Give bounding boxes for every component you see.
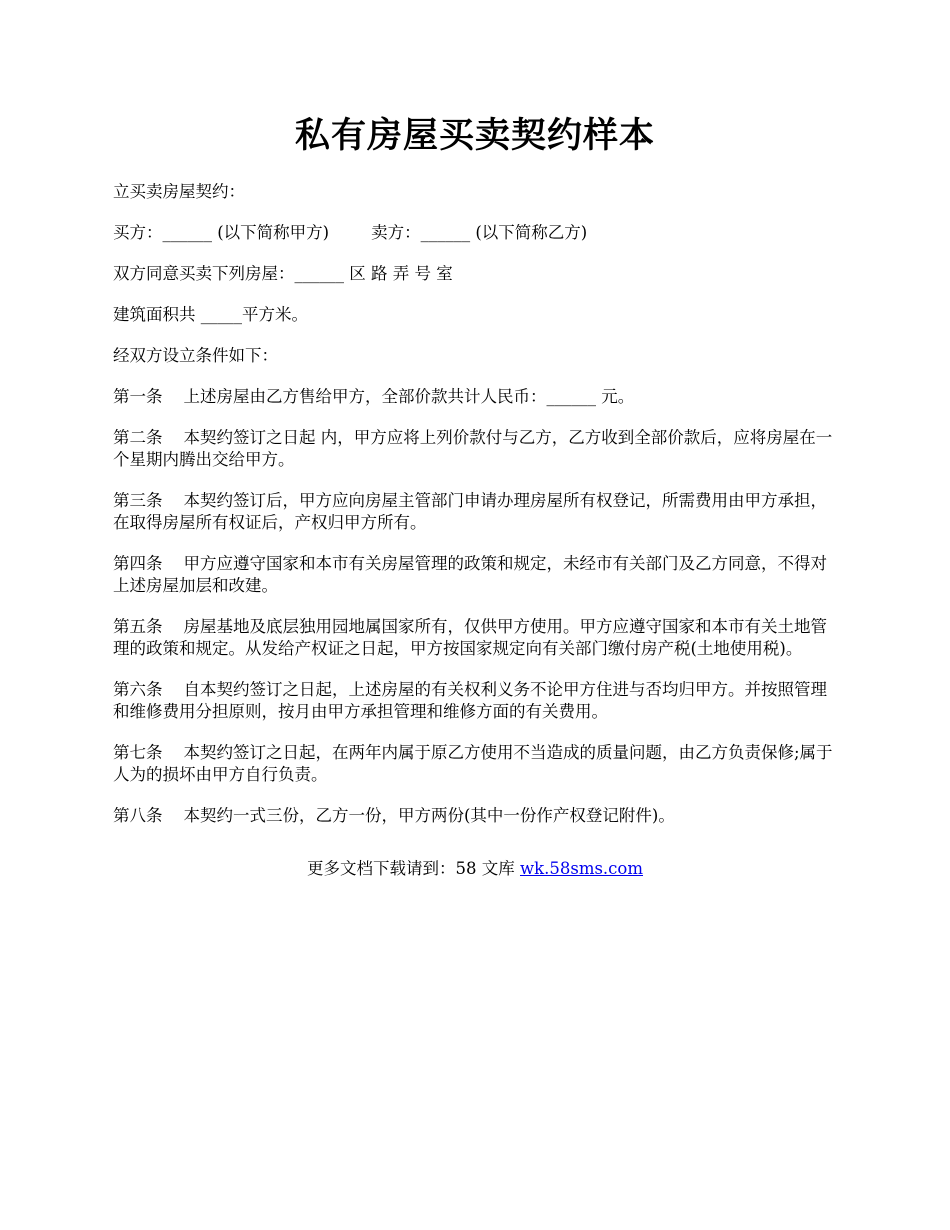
conditions-intro: 经双方设立条件如下： [113,346,278,365]
article-4: 第四条 甲方应遵守国家和本市有关房屋管理的政策和规定，未经市有关部门及乙方同意，不得对上述房屋加层和改建。 [113,554,827,595]
document-title: 私有房屋买卖契约样本 [294,116,655,156]
article-7: 第七条 本契约签订之日起，在两年内属于原乙方使用不当造成的质量问题，由乙方负责保修;属于人为的损坏由甲方自行负责。 [113,743,833,784]
footer-link[interactable]: wk.58sms.com [519,859,643,878]
article-8: 第八条 本契约一式三份，乙方一份，甲方两份(其中一份作产权登记附件)。 [113,806,675,825]
download-footer [0,858,950,880]
article-2: 第二条 本契约签订之日起 内，甲方应将上列价款付与乙方，乙方收到全部价款后，应将房屋在一个星期内腾出交给甲方。 [113,428,833,469]
intro-line: 立买卖房屋契约： [113,182,245,201]
article-6: 第六条 自本契约签订之日起，上述房屋的有关权利义务不论甲方住进与否均归甲方。并按照管理和维修费用分担原则，按月由甲方承担管理和维修方面的有关费用。 [113,680,827,721]
footer-text: 更多文档下载请到：58 文库 [306,859,520,878]
property-address-line: 双方同意买卖下列房屋：______ 区 路 弄 号 室 [113,264,453,283]
document-body [113,181,843,846]
parties-line: 买方：______ (以下简称甲方) 卖方：______ (以下简称乙方) [113,223,588,242]
floor-area-line: 建筑面积共 _____平方米。 [113,305,308,324]
article-5: 第五条 房屋基地及底层独用园地属国家所有，仅供甲方使用。甲方应遵守国家和本市有关土地管理的政策和规定。从发给产权证之日起，甲方按国家规定向有关部门缴付房产税(土地使用税)。 [113,617,827,658]
article-1: 第一条 上述房屋由乙方售给甲方，全部价款共计人民币：______ 元。 [113,387,635,406]
article-3: 第三条 本契约签订后，甲方应向房屋主管部门申请办理房屋所有权登记，所需费用由甲方承担，在取得房屋所有权证后，产权归甲方所有。 [113,491,827,532]
